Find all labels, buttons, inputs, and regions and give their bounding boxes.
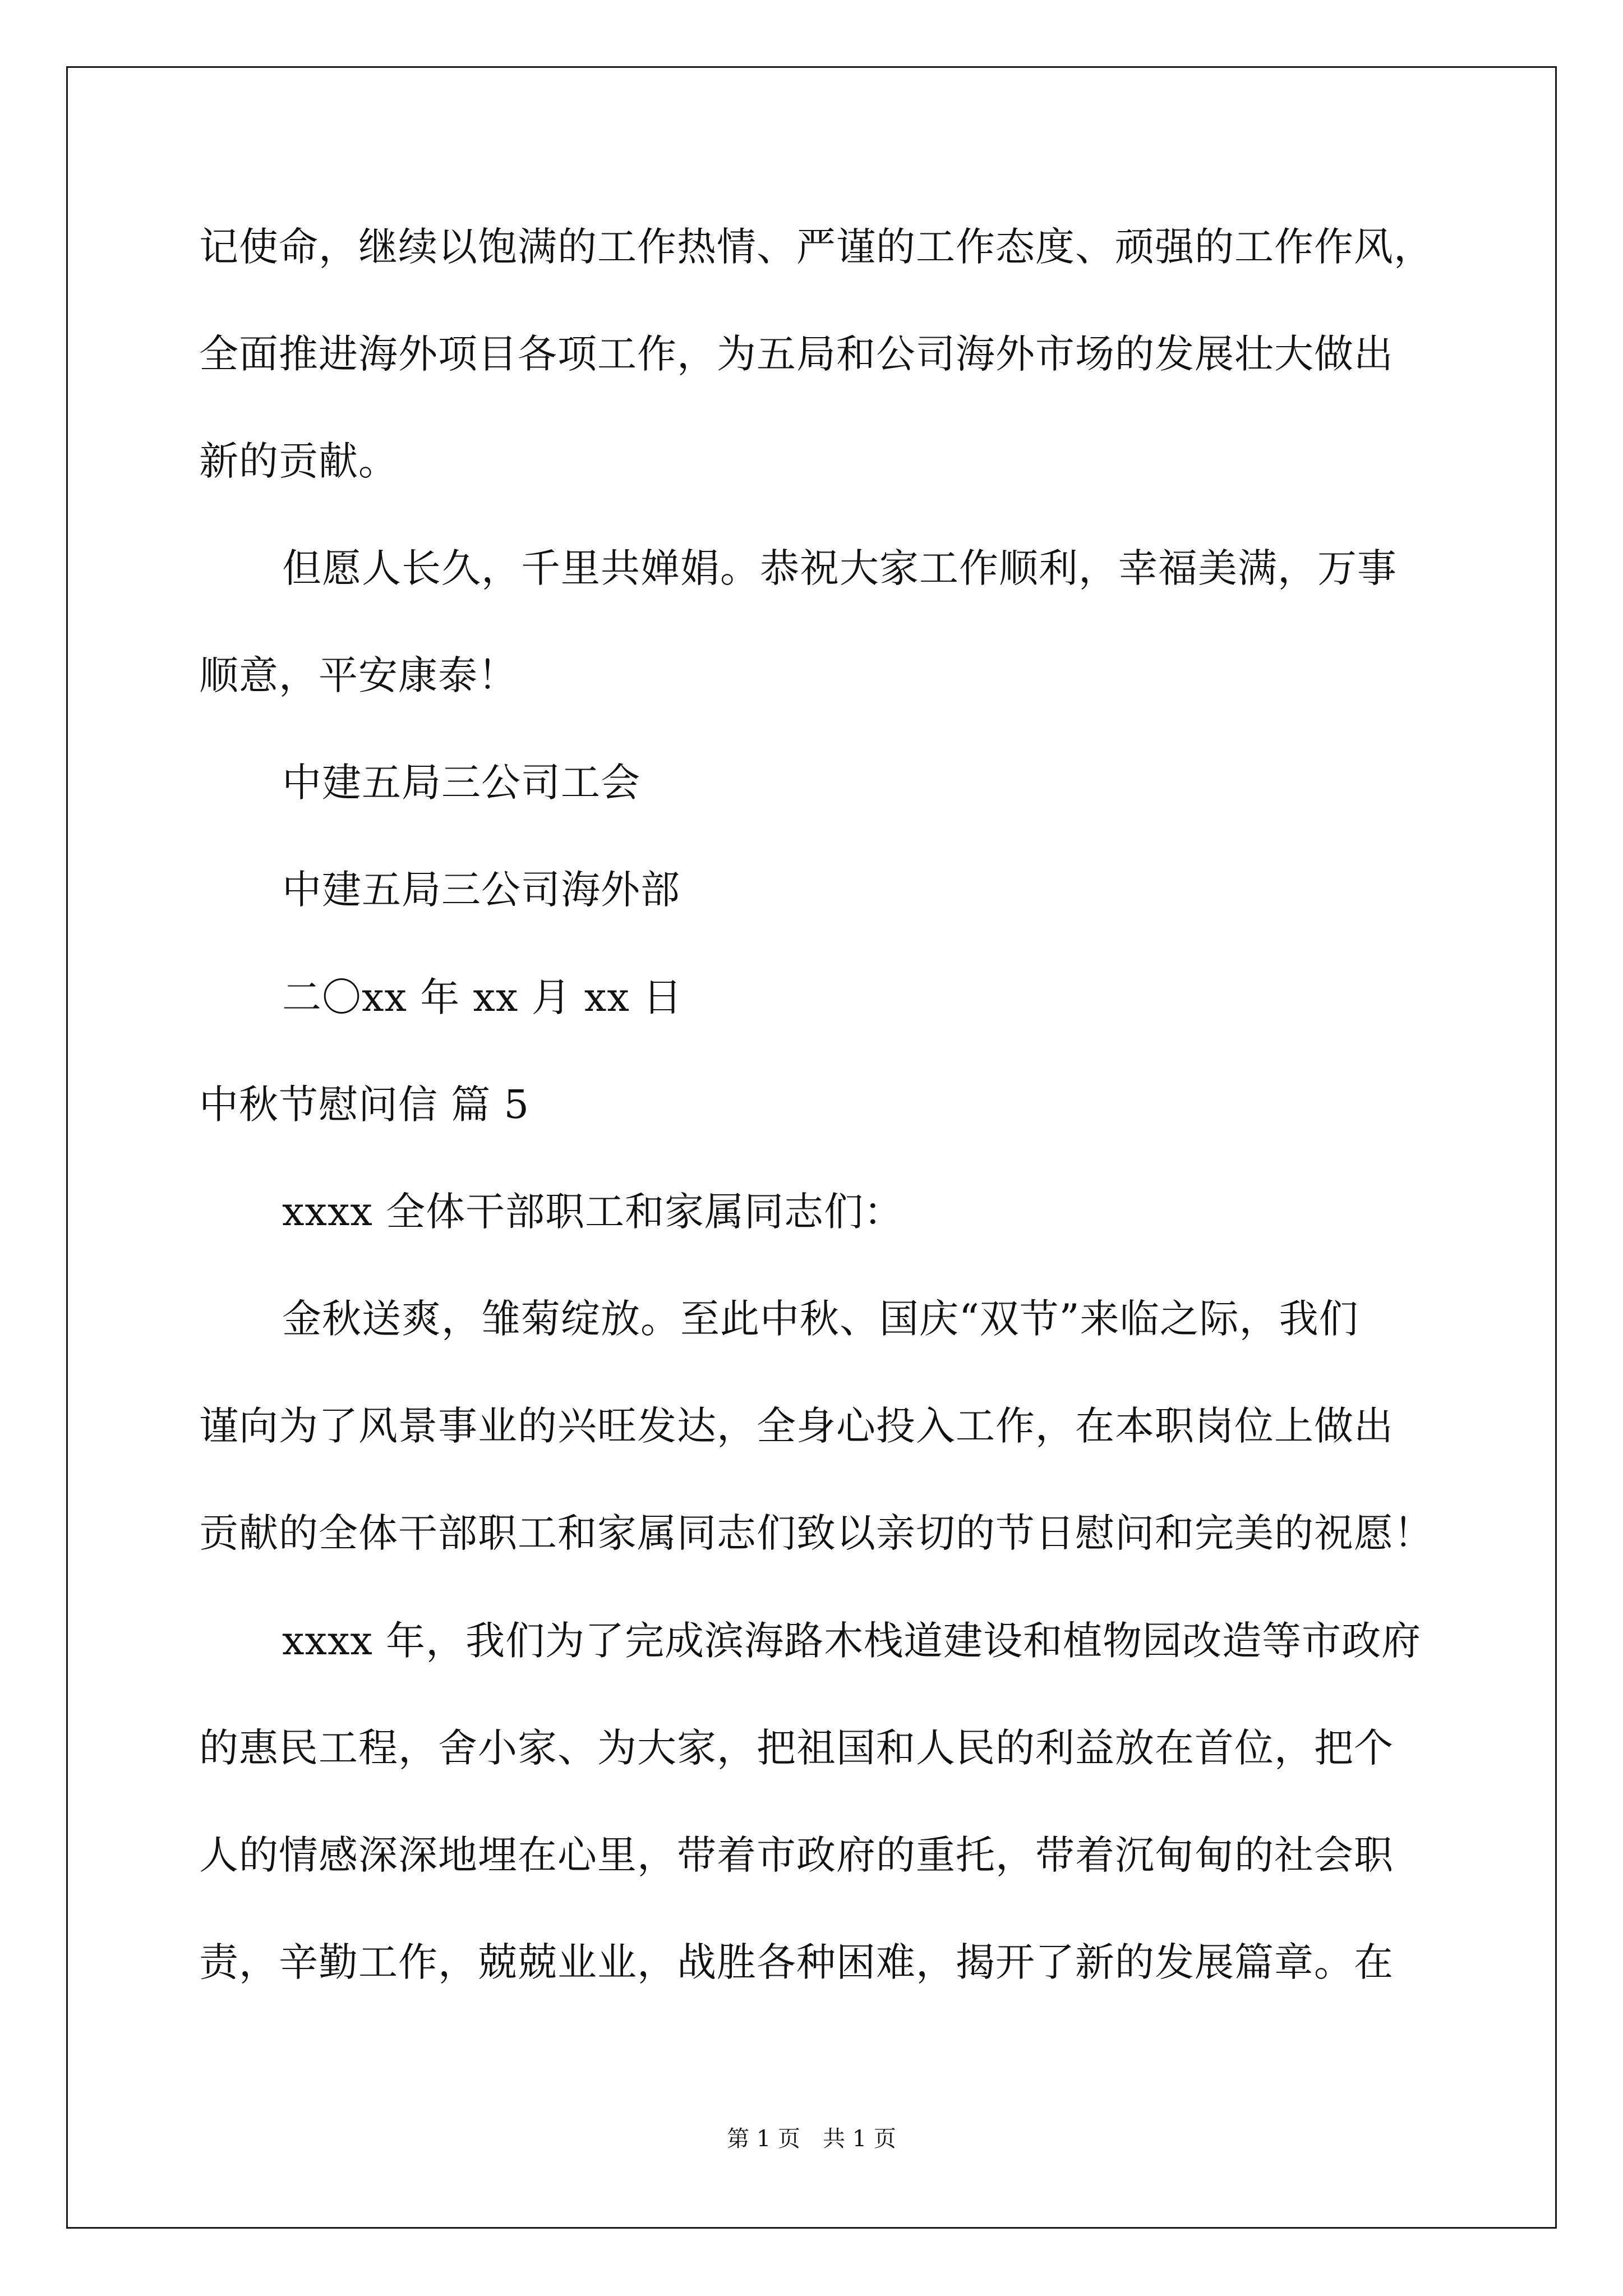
paragraph-line: 贡献的全体干部职工和家属同志们致以亲切的节日慰问和完美的祝愿！ (199, 1510, 1433, 1556)
salutation: xxxx 全体干部职工和家属同志们： (282, 1189, 904, 1235)
section-heading: 中秋节慰问信 篇 5 (199, 1082, 530, 1128)
signature-union: 中建五局三公司工会 (282, 760, 640, 806)
paragraph-line: xxxx 年，我们为了完成滨海路木栈道建设和植物园改造等市政府 (282, 1618, 1422, 1664)
paragraph-line: 人的情感深深地埋在心里，带着市政府的重托，带着沉甸甸的社会职 (199, 1832, 1394, 1878)
paragraph-line: 顺意，平安康泰！ (199, 652, 518, 698)
signature-overseas-dept: 中建五局三公司海外部 (282, 867, 680, 913)
paragraph-line: 但愿人长久，千里共婵娟。恭祝大家工作顺利，幸福美满，万事 (282, 545, 1397, 591)
paragraph-line: 全面推进海外项目各项工作，为五局和公司海外市场的发展壮大做出 (199, 331, 1394, 377)
paragraph-line: 记使命，继续以饱满的工作热情、严谨的工作态度、顽强的工作作风， (199, 224, 1433, 270)
paragraph-line: 金秋送爽，雏菊绽放。至此中秋、国庆“双节”来临之际，我们 (282, 1296, 1359, 1342)
page-border (66, 66, 1557, 2229)
paragraph-line: 新的贡献。 (199, 438, 398, 484)
paragraph-line: 责，辛勤工作，兢兢业业，战胜各种困难，揭开了新的发展篇章。在 (199, 1939, 1394, 1985)
page-footer: 第 1 页 共 1 页 (727, 2126, 896, 2152)
signature-date: 二〇xx 年 xx 月 xx 日 (282, 974, 683, 1020)
paragraph-line: 的惠民工程，舍小家、为大家，把祖国和人民的利益放在首位，把个 (199, 1725, 1394, 1771)
paragraph-line: 谨向为了风景事业的兴旺发达，全身心投入工作，在本职岗位上做出 (199, 1403, 1394, 1449)
